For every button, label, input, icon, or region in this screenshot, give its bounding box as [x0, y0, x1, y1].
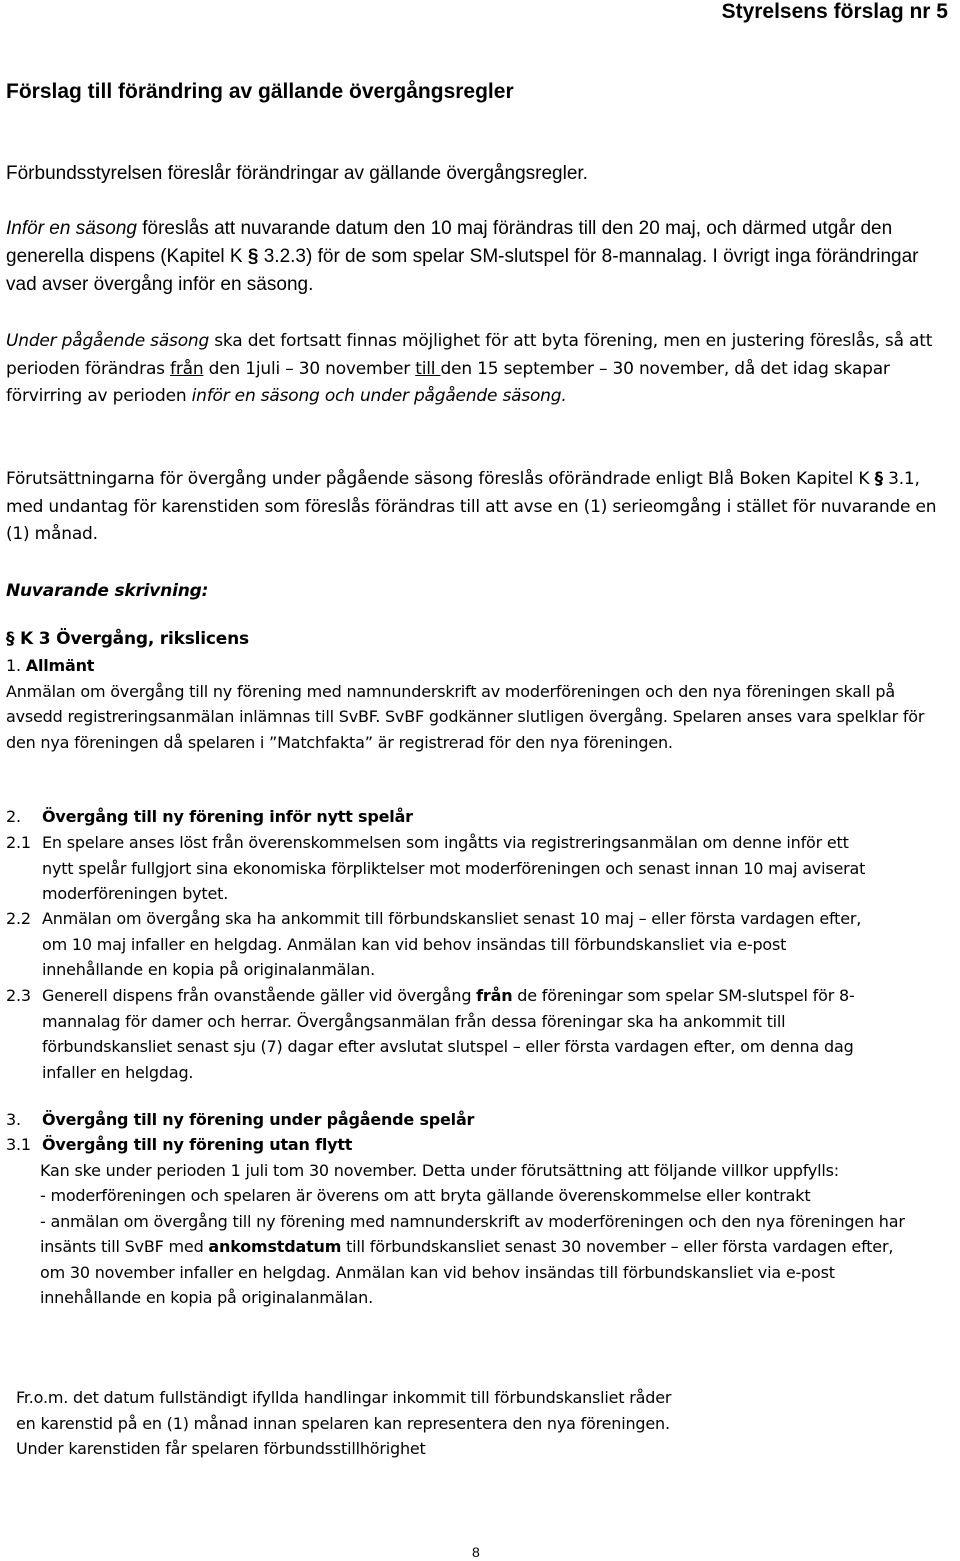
section-number: 2. [6, 807, 21, 826]
intro-paragraph: Förbundsstyrelsen föreslår förändringar av gällande övergångsregler. [6, 163, 588, 184]
underlined-text: till [415, 358, 441, 379]
karenstid-line: Fr.o.m. det datum fullständigt ifyllda handlingar inkommit till förbundskansliet råder [16, 1388, 672, 1407]
karenstid-line: Under karenstiden får spelaren förbundsstillhörighet [16, 1439, 426, 1458]
karenstid-line: en karenstid på en (1) månad innan spelaren kan representera den nya föreningen. [16, 1413, 670, 1433]
section-2-heading [6, 804, 946, 830]
section-text: Anmälan om övergång till ny förening med namnunderskrift av moderföreningen och den nya föreningen skall på avsedd registreringsanmälan inlämnas till SvBF. SvBF godkänner slutligen övergång. Spelaren anses vara spelklar för den nya föreningen då spelaren i ”Matchfakta” är registrerad för den nya föreningen. [6, 681, 925, 752]
section-sign: § [6, 629, 15, 649]
page-number: 8 [472, 1544, 480, 1560]
body-text: den 15 september – 30 november, då det idag skapar förvirring av perioden [6, 358, 890, 406]
section-1 [6, 653, 946, 755]
section-2-2 [6, 906, 946, 983]
emphasis-text: Inför en säsong [6, 218, 137, 239]
section-title: Övergång till ny förening inför nytt spelår [42, 807, 413, 826]
bold-text: från [476, 986, 513, 1005]
section-2-3 [6, 983, 946, 1085]
condition-item: - moderföreningen och spelaren är överens om att bryta gällande överenskommelse eller kontrakt [40, 1186, 811, 1205]
document-title: Förslag till förändring av gällande övergångsregler [6, 80, 514, 103]
section-title: Allmänt [25, 656, 95, 675]
section-number: 2.3 [6, 986, 31, 1005]
k3-heading: § K 3 Övergång, rikslicens [6, 629, 249, 649]
section-number: 2.2 [6, 909, 31, 928]
page-header: Styrelsens förslag nr 5 [721, 0, 948, 23]
section-number: 2.1 [6, 833, 31, 852]
paragraph-conditions [6, 466, 946, 549]
section-title: Övergång till ny förening under pågående spelår [42, 1110, 475, 1129]
body-text: Förutsättningarna för övergång under pågående säsong föreslås oförändrade enligt Blå Boken Kapitel K [6, 469, 875, 489]
body-text: den 1juli – 30 november [203, 358, 416, 379]
paragraph-during-season [6, 328, 946, 411]
section-number: 3.1 [6, 1135, 31, 1154]
bold-text: ankomstdatum [208, 1237, 342, 1256]
body-text: 3.2.3) för de som spelar SM-slutspel för 8-mannalag. I övrigt inga förändringar vad avser övergång inför en säsong. [6, 246, 919, 295]
underlined-text: från [170, 358, 204, 379]
emphasis-text: Under pågående säsong [6, 331, 210, 351]
body-text: 3.1, med undantag för karenstiden som föreslås förändras till att avse en (1) serieomgång i stället för nuvarande en (1) månad. [6, 469, 937, 544]
section-text: En spelare anses löst från överenskommelsen som ingåtts via registreringsanmälan om denne inför ett nytt spelår fullgjort sina ekonomiska förpliktelser mot moderföreningen och senast innan 10 maj aviserat moderföreningen bytet. [42, 833, 866, 903]
current-wording-heading: Nuvarande skrivning: [6, 581, 209, 601]
section-text: Generell dispens från ovanstående gäller vid övergång från de föreningar som spelar SM-slutspel för 8-mannalag för damer och herrar. Övergångsanmälan från dessa föreningar ska ha ankommit till förbundskansliet senast sju (7) dagar efter avslutat slutspel – eller första vardagen efter, om denna dag infaller en helgdag. [42, 986, 855, 1082]
paragraph-before-season [6, 215, 946, 299]
section-2-1 [6, 830, 946, 907]
section-number: 1. [6, 656, 26, 675]
section-sign: § [874, 469, 883, 489]
section-3-1 [6, 1132, 946, 1311]
karenstid-paragraph [16, 1385, 956, 1462]
section-text: Anmälan om övergång ska ha ankommit till förbundskansliet senast 10 maj – eller första vardagen efter, om 10 maj infaller en helgdag. Anmälan kan vid behov insändas till förbundskansliet via e-post innehållande en kopia på originalanmälan. [42, 909, 862, 979]
section-number: 3. [6, 1110, 21, 1129]
condition-item: - anmälan om övergång till ny förening med namnunderskrift av moderföreningen och den nya föreningen har insänts till SvBF med ankomstdatum till förbundskansliet senast 30 november – eller första vardagen efter, om 30 november infaller en helgdag. Anmälan kan vid behov insändas till förbundskansliet via e-post innehållande en kopia på originalanmälan. [40, 1211, 905, 1307]
section-3-heading [6, 1107, 946, 1133]
section-title: Övergång till ny förening utan flytt [42, 1135, 353, 1154]
body-text: föreslås att nuvarande datum den 10 maj förändras till den 20 maj, och därmed utgår den generella dispens (Kapitel K [6, 218, 893, 267]
body-text: ska det fortsatt finnas möjlighet för att byta förening, men en justering föreslås, så att perioden förändras [6, 331, 933, 379]
section-sign: § [247, 246, 259, 267]
emphasis-text: inför en säsong och under pågående säsong. [191, 386, 567, 406]
section-text: Kan ske under perioden 1 juli tom 30 november. Detta under förutsättning att följande villkor uppfylls: [40, 1160, 839, 1180]
